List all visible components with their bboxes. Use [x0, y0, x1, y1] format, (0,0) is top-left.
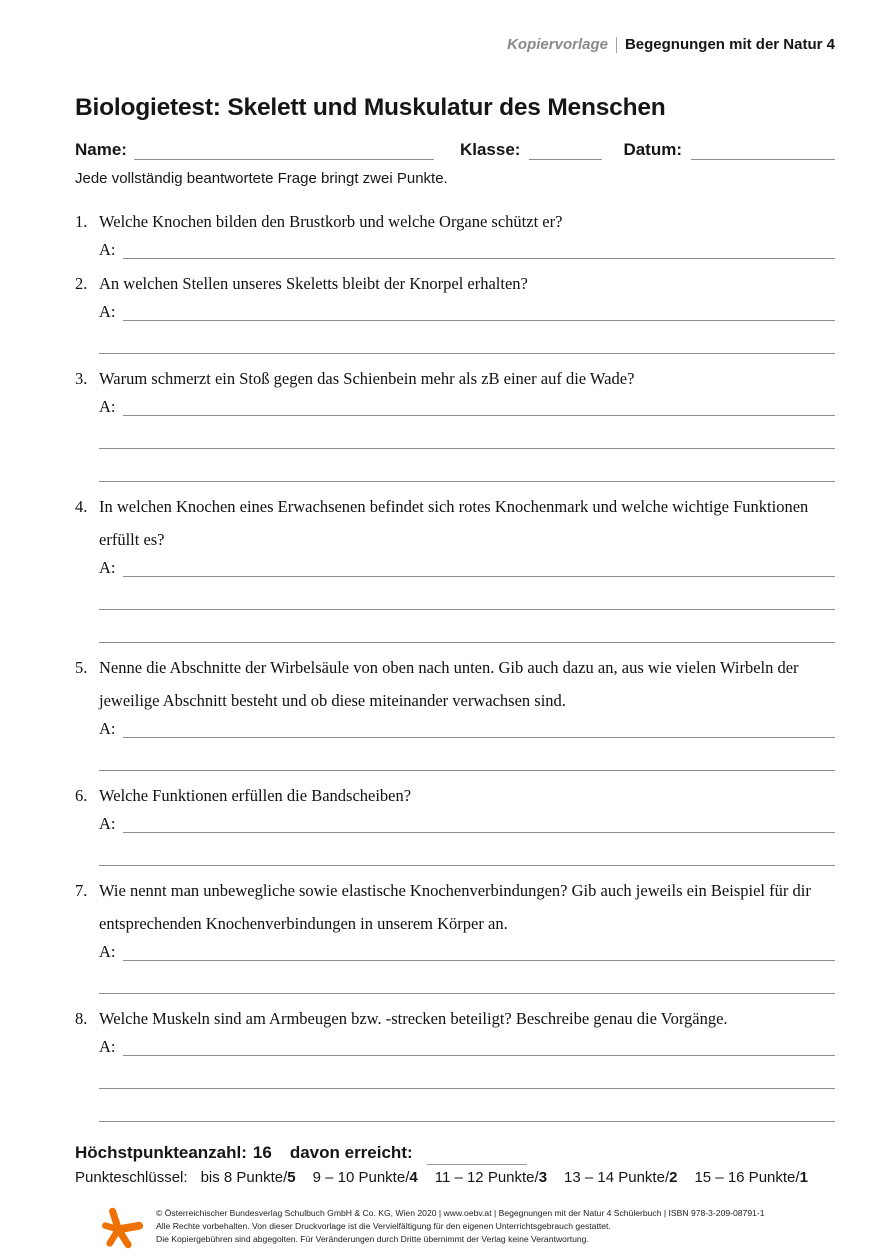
kopiervorlage-label: Kopiervorlage	[507, 36, 608, 53]
question-text: An welchen Stellen unseres Skeletts bleibt der Knorpel erhalten?	[99, 274, 528, 293]
question-block	[75, 267, 835, 354]
page-header	[75, 36, 835, 54]
score-key-item: 15 – 16 Punkte/1	[694, 1169, 808, 1186]
question-block	[75, 362, 835, 482]
score-key-items	[201, 1165, 825, 1190]
answer-label: A:	[99, 942, 116, 961]
answer-blank-line	[123, 1034, 836, 1056]
question-list	[75, 205, 835, 1122]
answer-extra-line	[99, 577, 835, 610]
student-info-row	[75, 139, 835, 160]
question-text: Welche Funktionen erfüllen die Bandscheiben?	[99, 786, 412, 805]
footer-copyfee-line: Die Kopiergebühren sind abgegolten. Für Veränderungen durch Dritte übernimmt der Verlag keine Verantwortung.	[156, 1234, 589, 1244]
datum-blank-line	[691, 139, 835, 160]
publisher-footer	[93, 1204, 835, 1251]
klasse-blank-line	[529, 139, 602, 160]
name-label: Name:	[75, 140, 127, 159]
page-title: Biologietest: Skelett und Muskulatur des Menschen	[75, 94, 666, 121]
score-key-item: 9 – 10 Punkte/4	[312, 1169, 418, 1186]
answer-extra-line	[99, 610, 835, 643]
question-block	[75, 651, 835, 771]
question-number: 7.	[75, 881, 88, 900]
answer-label: A:	[99, 558, 116, 577]
footer-rights-line: Alle Rechte vorbehalten. Von dieser Druckvorlage ist die Vervielfältigung für den eigenen Unterrichtsgebrauch gestattet.	[156, 1221, 611, 1231]
question-number: 6.	[75, 786, 88, 805]
klasse-label: Klasse:	[459, 140, 521, 159]
question-content	[99, 874, 835, 994]
answer-blank-line	[123, 299, 836, 321]
answer-row	[99, 717, 835, 738]
max-points-label: Höchstpunkteanzahl:	[75, 1143, 247, 1162]
question-content	[99, 362, 835, 482]
question-content	[99, 490, 835, 643]
score-key-item: 13 – 14 Punkte/2	[564, 1169, 678, 1186]
datum-label: Datum:	[623, 140, 683, 159]
question-content	[99, 205, 835, 259]
question-number: 1.	[75, 212, 88, 231]
answer-extra-line	[99, 738, 835, 771]
achieved-label: davon erreicht:	[289, 1143, 413, 1162]
question-number: 5.	[75, 658, 88, 677]
answer-row	[99, 940, 835, 961]
question-block	[75, 490, 835, 643]
score-summary-row	[75, 1141, 835, 1165]
instruction-text: Jede vollständig beantwortete Frage bringt zwei Punkte.	[75, 170, 448, 187]
answer-blank-line	[123, 811, 836, 833]
question-block	[75, 779, 835, 866]
question-text: Wie nennt man unbewegliche sowie elastische Knochenverbindungen? Gib auch jeweils ein Beispiel für dir entsprechenden Knochenverbindungen in unserem Körper an.	[99, 881, 811, 933]
answer-label: A:	[99, 397, 116, 416]
answer-label: A:	[99, 814, 116, 833]
score-key-item: bis 8 Punkte/5	[200, 1169, 296, 1186]
name-blank-line	[134, 139, 434, 160]
header-separator	[616, 37, 617, 53]
question-block	[75, 874, 835, 994]
answer-row	[99, 300, 835, 321]
question-number: 2.	[75, 274, 88, 293]
answer-extra-line	[99, 1089, 835, 1122]
footer-copyright-line: © Österreichischer Bundesverlag Schulbuch GmbH & Co. KG, Wien 2020 | www.oebv.at | Begegnungen mit der Natur 4 Schülerbuch | ISBN 978-3-209-08791-1	[156, 1208, 765, 1218]
answer-row	[99, 395, 835, 416]
answer-row	[99, 1035, 835, 1056]
score-key-label: Punkteschlüssel:	[75, 1169, 188, 1186]
question-content	[99, 267, 835, 354]
answer-extra-line	[99, 321, 835, 354]
question-block	[75, 205, 835, 259]
score-key-item: 11 – 12 Punkte/3	[434, 1169, 548, 1186]
score-key-row	[75, 1165, 835, 1190]
question-block	[75, 1002, 835, 1122]
question-content	[99, 779, 835, 866]
question-text: Nenne die Abschnitte der Wirbelsäule von oben nach unten. Gib auch dazu an, aus wie vielen Wirbeln der jeweilige Abschnitt besteht und ob diese miteinander verwachsen sind.	[99, 658, 799, 710]
answer-blank-line	[123, 716, 836, 738]
question-content	[99, 1002, 835, 1122]
question-number: 4.	[75, 497, 88, 516]
answer-extra-line	[99, 449, 835, 482]
answer-extra-line	[99, 961, 835, 994]
question-text: In welchen Knochen eines Erwachsenen befindet sich rotes Knochenmark und welche wichtige Funktionen erfüllt es?	[99, 497, 809, 549]
answer-row	[99, 238, 835, 259]
scoring-section	[75, 1141, 835, 1190]
question-content	[99, 651, 835, 771]
answer-label: A:	[99, 302, 116, 321]
answer-extra-line	[99, 833, 835, 866]
question-number: 3.	[75, 369, 88, 388]
question-text: Welche Muskeln sind am Armbeugen bzw. -strecken beteiligt? Beschreibe genau die Vorgänge.	[99, 1009, 728, 1028]
answer-label: A:	[99, 240, 116, 259]
question-number: 8.	[75, 1009, 88, 1028]
answer-blank-line	[123, 939, 836, 961]
answer-row	[99, 556, 835, 577]
answer-label: A:	[99, 719, 116, 738]
oebv-logo-icon	[93, 1204, 143, 1251]
answer-blank-line	[123, 555, 836, 577]
footer-text	[156, 1204, 765, 1246]
answer-blank-line	[123, 394, 836, 416]
answer-blank-line	[123, 237, 836, 259]
question-text: Warum schmerzt ein Stoß gegen das Schienbein mehr als zB einer auf die Wade?	[99, 369, 635, 388]
question-text: Welche Knochen bilden den Brustkorb und welche Organe schützt er?	[99, 212, 563, 231]
answer-extra-line	[99, 416, 835, 449]
answer-row	[99, 812, 835, 833]
max-points-value: 16	[252, 1143, 272, 1162]
achieved-blank-line	[427, 1143, 527, 1165]
book-title: Begegnungen mit der Natur 4	[624, 36, 835, 53]
answer-extra-line	[99, 1056, 835, 1089]
answer-label: A:	[99, 1037, 116, 1056]
